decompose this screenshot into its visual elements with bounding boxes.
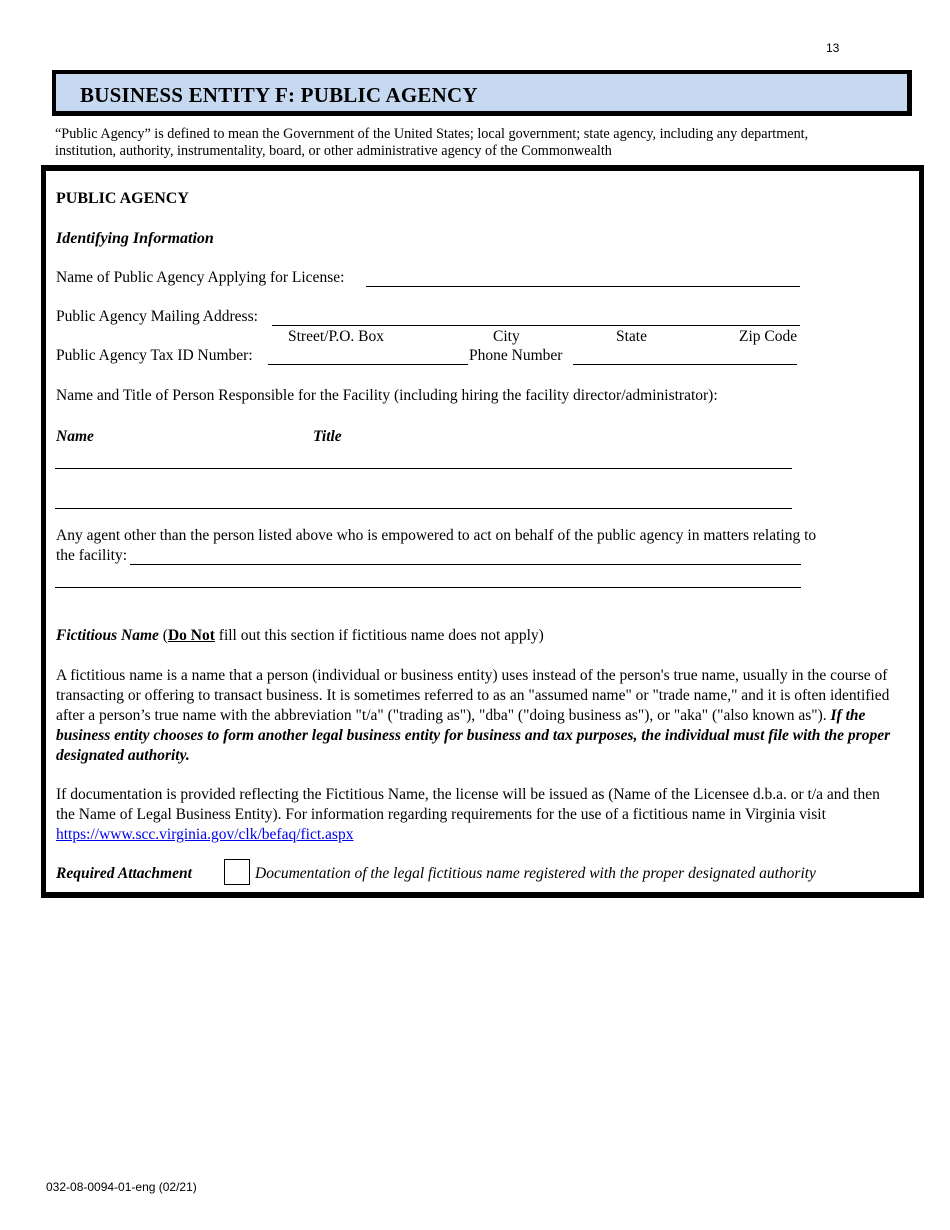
public-agency-definition: “Public Agency” is defined to mean the Government of the United States; local government; state agency, including any department, institution, authority, instrumentality, board, or other administrative agency of the Commonwealth <box>55 126 809 159</box>
mailing-address-label: Public Agency Mailing Address: <box>56 308 258 325</box>
attachment-description: Documentation of the legal fictitious name registered with the proper designated authority <box>255 865 816 882</box>
fictitious-heading-rest: fill out this section if fictitious name does not apply) <box>214 627 544 644</box>
agent-field-line-2[interactable] <box>55 587 801 588</box>
title-column-header: Title <box>313 428 342 445</box>
attachment-checkbox[interactable] <box>224 859 250 885</box>
fictitious-explanation-warning: If the business entity chooses to form another legal business entity for business and tax purposes, the individual must file with the proper designated authority. <box>56 707 891 764</box>
form-code: 032-08-0094-01-eng (02/21) <box>46 1180 197 1194</box>
state-caption: State <box>616 328 647 345</box>
scc-fictitious-name-link[interactable]: https://www.scc.virginia.gov/clk/befaq/fict.aspx <box>56 826 354 843</box>
section-title-banner <box>52 70 912 116</box>
agency-name-label: Name of Public Agency Applying for License: <box>56 269 345 286</box>
agent-label-line-1: Any agent other than the person listed above who is empowered to act on behalf of the public agency in matters relating to <box>56 527 817 544</box>
agent-label-line-2: the facility: <box>56 547 128 564</box>
agency-name-field[interactable] <box>366 286 800 287</box>
responsible-person-label: Name and Title of Person Responsible for the Facility (including hiring the facility director/administrator): <box>56 387 718 404</box>
responsible-person-line-1[interactable] <box>55 468 792 469</box>
phone-label: Phone Number <box>469 347 563 364</box>
page-number: 13 <box>826 41 840 55</box>
street-caption: Street/P.O. Box <box>288 328 385 345</box>
required-attachment-label: Required Attachment <box>56 865 192 882</box>
tax-id-label: Public Agency Tax ID Number: <box>56 347 253 364</box>
identifying-info-subheading: Identifying Information <box>56 230 214 247</box>
fictitious-open-paren: ( <box>158 627 168 644</box>
agent-field-line-1[interactable] <box>130 564 801 565</box>
responsible-person-line-2[interactable] <box>55 508 792 509</box>
fictitious-explanation <box>56 666 894 766</box>
fictitious-documentation-info <box>56 785 894 845</box>
fictitious-documentation-text: If documentation is provided reflecting the Fictitious Name, the license will be issued as (Name of the Licensee d.b.a. or t/a and then the Name of Legal Business Entity). For information regarding requirements for the use of a fictitious name in Virginia visit <box>56 786 880 823</box>
phone-field[interactable] <box>573 364 797 365</box>
fictitious-explanation-text: A fictitious name is a name that a person (individual or business entity) uses instead of the person's true name, usually in the course of transacting or offering to transact business. It is sometimes referred to as an "assumed name" or "trade name," and it is often identified after a person’s true name with the abbreviation "t/a" ("trading as"), "dba" ("doing business as"), or "aka" ("also known as"). <box>56 667 890 724</box>
mailing-address-field[interactable] <box>272 325 800 326</box>
page-title: BUSINESS ENTITY F: PUBLIC AGENCY <box>80 83 478 107</box>
zip-code-caption: Zip Code <box>739 328 798 345</box>
city-caption: City <box>493 328 520 345</box>
do-not-emphasis: Do Not <box>167 627 215 644</box>
fictitious-name-heading <box>56 626 544 646</box>
fictitious-name-title: Fictitious Name <box>56 627 159 644</box>
name-column-header: Name <box>56 428 94 445</box>
tax-id-field[interactable] <box>268 364 468 365</box>
section-heading: PUBLIC AGENCY <box>56 190 189 207</box>
